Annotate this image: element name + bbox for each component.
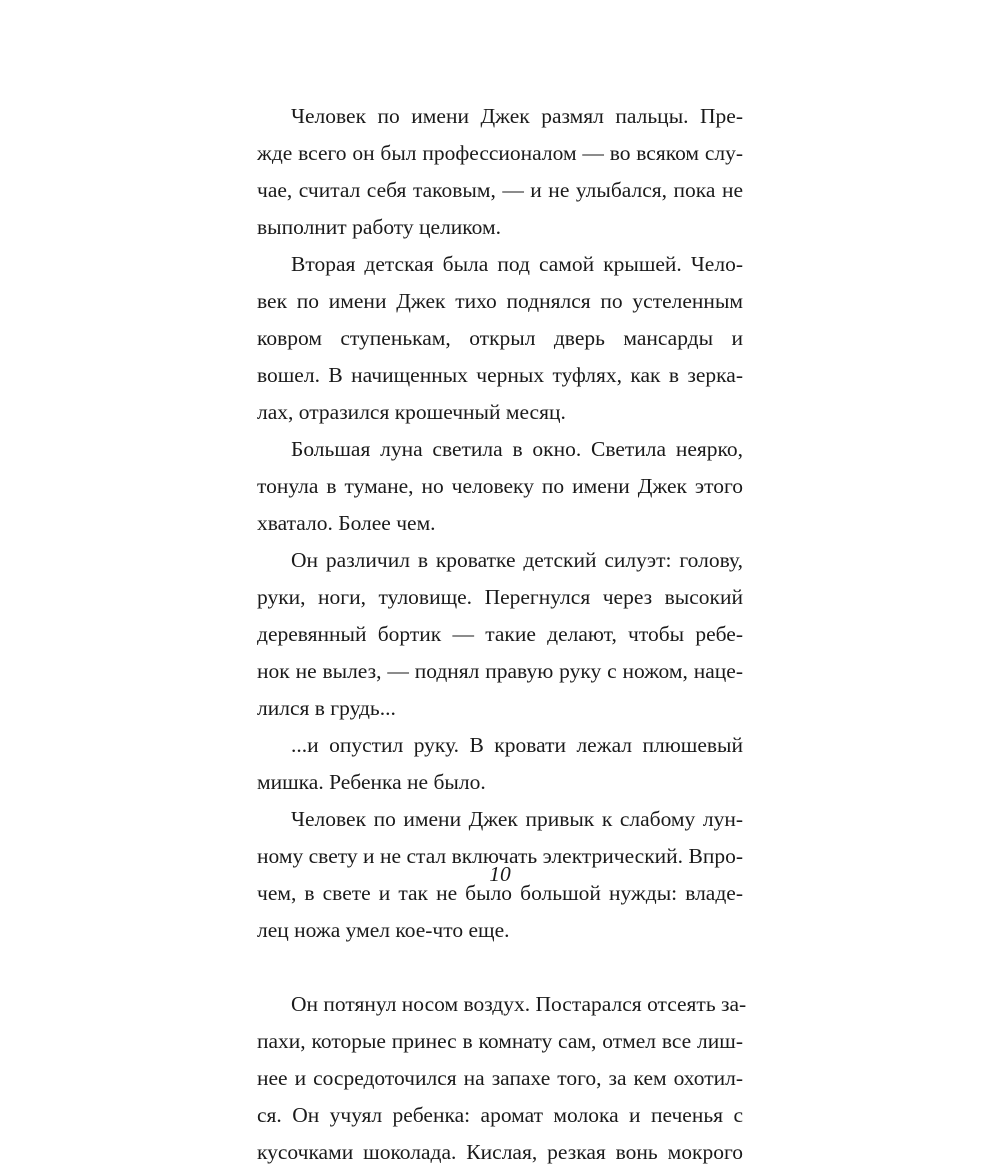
text-line: ному свету и не стал включать электрический. Впро- — [257, 844, 743, 868]
paragraph-2 — [257, 246, 743, 431]
text-line: вошел. В начищенных черных туфлях, как в зерка- — [257, 363, 743, 387]
text-line: кусочками шоколада. Кислая, резкая вонь мокрого — [257, 1140, 743, 1164]
text-line: тонула в тумане, но человеку по имени Джек этого — [257, 474, 743, 498]
text-line: нок не вылез, — поднял правую руку с ножом, наце- — [257, 659, 743, 683]
text-line: пахи, которые принес в комнату сам, отмел все лиш- — [257, 1029, 743, 1053]
text-line: век по имени Джек тихо поднялся по устеленным — [257, 289, 743, 313]
paragraph-4 — [257, 542, 743, 727]
text-line: жде всего он был профессионалом — во всяком слу- — [257, 141, 743, 165]
paragraph-1 — [257, 98, 743, 246]
page-body — [257, 98, 747, 1171]
text-line: чем, в свете и так не было большой нужды: владе- — [257, 881, 743, 905]
paragraph-3 — [257, 431, 743, 542]
text-line: лах, отразился крошечный месяц. — [257, 400, 566, 424]
text-line: мишка. Ребенка не было. — [257, 770, 486, 794]
text-line: нее и сосредоточился на запахе того, за кем охотил- — [257, 1066, 743, 1090]
page-number: 10 — [489, 862, 511, 886]
text-line: Человек по имени Джек размял пальцы. Пре- — [291, 104, 743, 128]
text-line: ...и опустил руку. В кровати лежал плюшевый — [291, 733, 743, 757]
text-line: деревянный бортик — такие делают, чтобы ребе- — [257, 622, 743, 646]
text-line: Человек по имени Джек привык к слабому лун- — [291, 807, 743, 831]
text-line: Большая луна светила в окно. Светила неярко, — [291, 437, 743, 461]
text-line: руки, ноги, туловище. Перегнулся через высокий — [257, 585, 743, 609]
text-line: ковром ступенькам, открыл дверь мансарды и — [257, 326, 743, 350]
text-line: хватало. Более чем. — [257, 511, 436, 535]
text-line: чае, считал себя таковым, — и не улыбался, пока не — [257, 178, 743, 202]
paragraph-5 — [257, 727, 743, 801]
text-line: ся. Он учуял ребенка: аромат молока и печенья с — [257, 1103, 743, 1127]
text-line: выполнит работу целиком. — [257, 215, 501, 239]
section-break — [257, 949, 743, 986]
text-line: лец ножа умел кое-что еще. — [257, 918, 510, 942]
paragraph-7 — [257, 986, 747, 1171]
text-line: лился в грудь... — [257, 696, 396, 720]
text-line: Он различил в кроватке детский силуэт: голову, — [291, 548, 743, 572]
text-line: Он потянул носом воздух. Постарался отсеять за- — [291, 992, 747, 1016]
text-line: Вторая детская была под самой крышей. Чело- — [291, 252, 743, 276]
